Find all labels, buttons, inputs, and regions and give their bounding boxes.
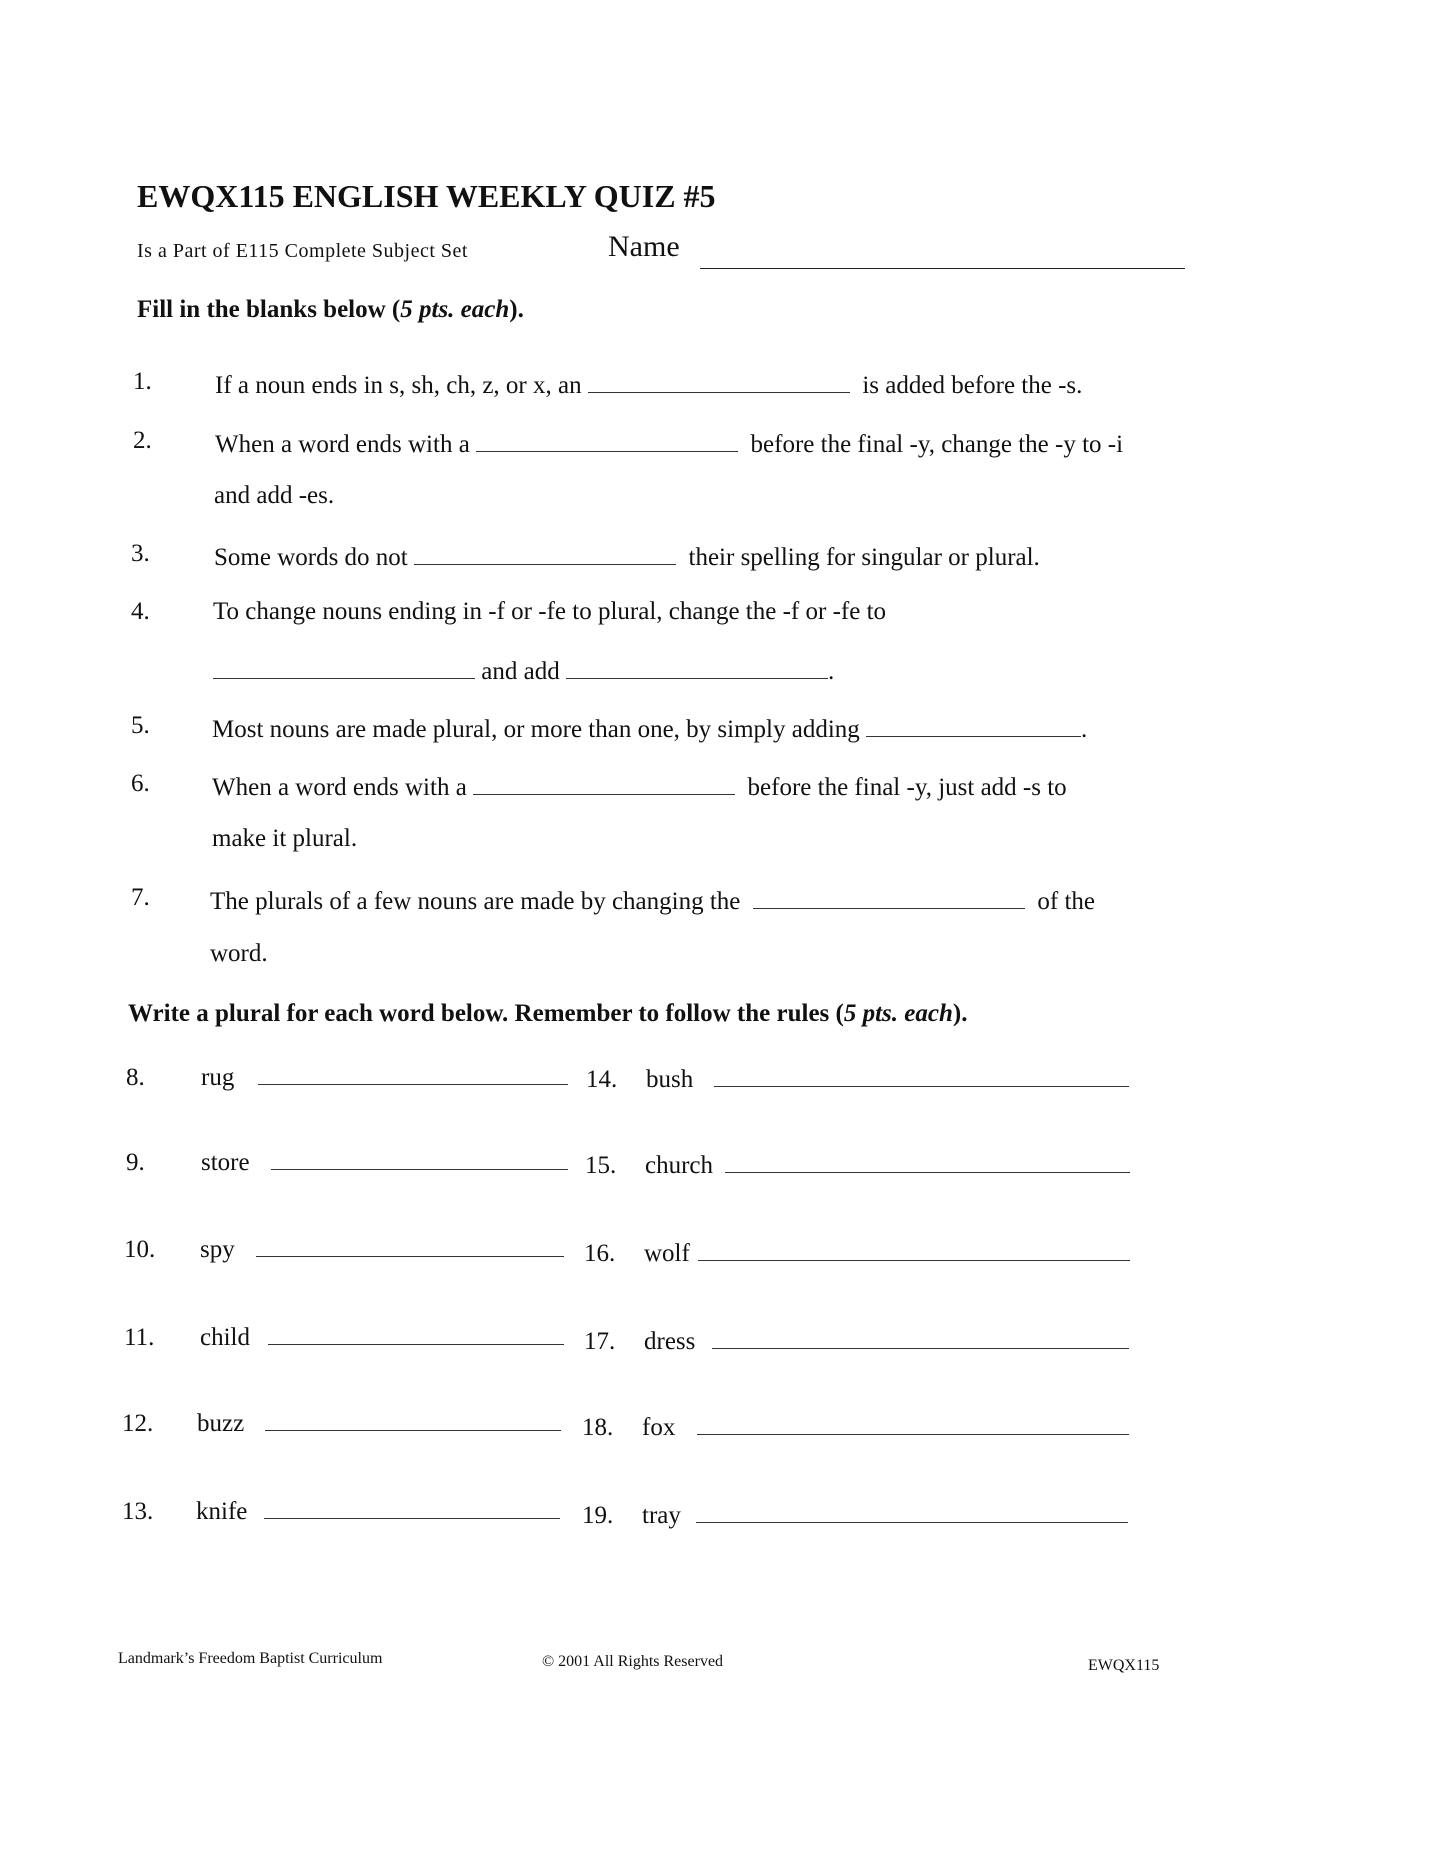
plural-item-12: 12. buzz [122, 1406, 561, 1438]
plural-item-15: 15. church [585, 1148, 1130, 1180]
name-label: Name [608, 230, 680, 263]
answer-blank-2[interactable] [476, 427, 738, 452]
answer-blank-4b[interactable] [566, 654, 828, 679]
footer-copyright: © 2001 All Rights Reserved [542, 1653, 724, 1670]
subtitle: Is a Part of E115 Complete Subject Set [137, 240, 468, 262]
question-number: 2. [133, 427, 152, 454]
plural-item-14: 14. bush [586, 1062, 1129, 1094]
plural-item-8: 8. rug [126, 1060, 568, 1092]
question-4-continuation: and add . [213, 654, 834, 686]
answer-blank-3[interactable] [414, 540, 676, 565]
section1-heading: Fill in the blanks below (5 pts. each). [137, 296, 524, 323]
answer-blank-1[interactable] [588, 368, 850, 393]
answer-blank-7[interactable] [753, 884, 1025, 909]
plural-blank-9[interactable] [271, 1145, 568, 1170]
section2-heading: Write a plural for each word below. Remember to follow the rules (5 pts. each). [128, 1000, 968, 1027]
plural-item-11: 11. child [124, 1320, 564, 1352]
plural-item-13: 13. knife [122, 1494, 560, 1526]
question-4: To change nouns ending in -f or -fe to plural, change the -f or -fe to [213, 598, 887, 625]
plural-blank-18[interactable] [697, 1410, 1129, 1435]
page-title: EWQX115 ENGLISH WEEKLY QUIZ #5 [137, 178, 716, 214]
footer-code: EWQX115 [1088, 1657, 1160, 1674]
plural-blank-17[interactable] [712, 1324, 1129, 1349]
question-number: 5. [131, 712, 150, 739]
question-6-continuation: make it plural. [212, 825, 358, 852]
plural-blank-12[interactable] [265, 1406, 561, 1431]
question-1: If a noun ends in s, sh, ch, z, or x, an is added before the -s. [215, 368, 1082, 400]
question-number: 6. [131, 770, 150, 797]
plural-blank-13[interactable] [264, 1494, 560, 1519]
plural-blank-14[interactable] [714, 1062, 1129, 1087]
question-5: Most nouns are made plural, or more than one, by simply adding . [212, 712, 1087, 744]
answer-blank-4a[interactable] [213, 654, 475, 679]
plural-item-18: 18. fox [582, 1410, 1129, 1442]
question-number: 4. [131, 598, 150, 625]
plural-item-16: 16. wolf [584, 1236, 1130, 1268]
plural-blank-10[interactable] [256, 1232, 564, 1257]
plural-item-19: 19. tray [582, 1498, 1128, 1530]
footer-publisher: Landmark’s Freedom Baptist Curriculum [118, 1650, 383, 1667]
question-2: When a word ends with a before the final -y, change the -y to -i [215, 427, 1123, 459]
plural-item-10: 10. spy [124, 1232, 564, 1264]
plural-item-9: 9. store [126, 1145, 568, 1177]
question-number: 7. [131, 884, 150, 911]
plural-blank-11[interactable] [268, 1320, 564, 1345]
name-field[interactable] [700, 268, 1185, 269]
plural-blank-16[interactable] [698, 1236, 1130, 1261]
plural-blank-15[interactable] [725, 1148, 1130, 1173]
plural-blank-8[interactable] [258, 1060, 568, 1085]
plural-item-17: 17. dress [584, 1324, 1129, 1356]
question-number: 1. [133, 368, 152, 395]
question-2-continuation: and add -es. [214, 482, 335, 509]
answer-blank-5[interactable] [866, 712, 1081, 737]
answer-blank-6[interactable] [473, 770, 735, 795]
question-number: 3. [131, 540, 150, 567]
question-3: Some words do not their spelling for singular or plural. [214, 540, 1040, 572]
question-6: When a word ends with a before the final -y, just add -s to [212, 770, 1067, 802]
question-7: The plurals of a few nouns are made by changing the of the [210, 884, 1095, 916]
plural-blank-19[interactable] [696, 1498, 1128, 1523]
question-7-continuation: word. [210, 940, 268, 967]
